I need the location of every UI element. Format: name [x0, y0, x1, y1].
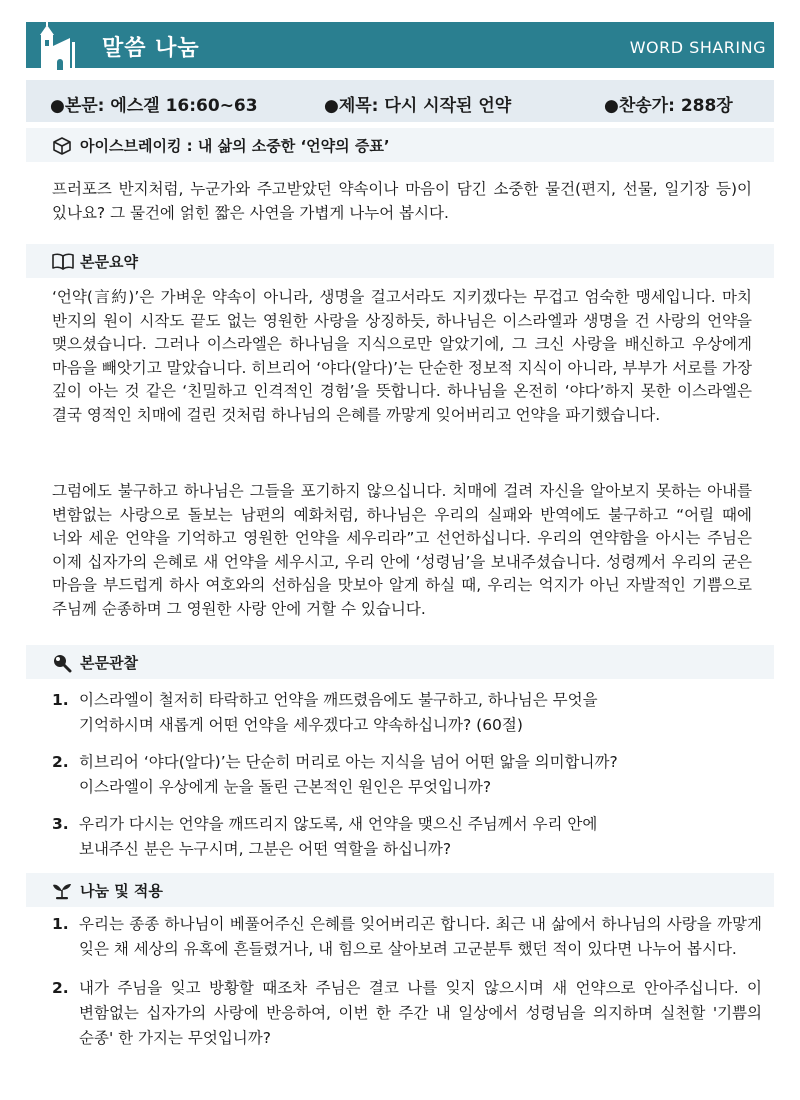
header-banner	[26, 22, 774, 68]
icebreaking-text: 프러포즈 반지처럼, 누군가와 주고받았던 약속이나 마음이 담긴 소중한 물건(편지, 선물, 일기장 등)이 있나요? 그 물건에 얽힌 짧은 사연을 가볍게 나누어 봅시다.	[52, 180, 752, 222]
list-item	[52, 976, 762, 1051]
application-list	[52, 912, 762, 1051]
item-number: 1.	[52, 691, 69, 709]
magnifier-icon	[52, 653, 72, 673]
application-title: 나눔 및 적용	[80, 882, 163, 900]
application-heading	[26, 873, 774, 907]
icebreaking-heading	[26, 128, 774, 162]
observation-heading	[26, 645, 774, 679]
item-text: 내가 주님을 잊고 방황할 때조차 주님은 결코 나를 잊지 않으시며 새 언약으로 안아주십니다. 이 변함없는 십자가의 사랑에 반응하여, 이번 한 주간 내 일상에서 성령님을 의지하며 실천할 '기쁨의 순종' 한 가지는 무엇입니까?	[79, 979, 762, 1047]
item-line: 히브리어 ‘야다(알다)’는 단순히 머리로 아는 지식을 넘어 어떤 앎을 의미합니까?	[79, 753, 618, 771]
cube-icon	[52, 136, 72, 156]
sermon-title: ●제목: 다시 시작된 언약	[324, 96, 512, 116]
sprout-icon	[52, 881, 72, 901]
church-icon	[32, 16, 92, 70]
scripture-reference: ●본문: 에스겔 16:60~63	[50, 96, 258, 116]
book-icon	[52, 252, 74, 270]
item-line: 기억하시며 새롭게 어떤 언약을 세우겠다고 약속하십니까? (60절)	[79, 716, 523, 734]
header-subtitle: WORD SHARING	[629, 38, 766, 57]
item-number: 2.	[52, 753, 69, 771]
info-bar	[26, 80, 774, 122]
item-line: 보내주신 분은 누구시며, 그분은 어떤 역할을 하십니까?	[79, 840, 452, 858]
observation-list	[52, 688, 762, 862]
list-item	[52, 812, 762, 862]
item-line: 우리가 다시는 언약을 깨뜨리지 않도록, 새 언약을 맺으신 주님께서 우리 안에	[79, 815, 598, 833]
item-number: 3.	[52, 815, 69, 833]
list-item	[52, 750, 762, 800]
summary-paragraph: 그럼에도 불구하고 하나님은 그들을 포기하지 않으십니다. 치매에 걸려 자신을 알아보지 못하는 아내를 변함없는 사랑으로 돌보는 남편의 예화처럼, 하나님은 우리의 실패와 반역에도 불구하고 “어릴 때에 너와 세운 언약을 기억하고 영원한 언약을 세우리라”고 선언하십니다. 우리의 연약함을 아시는 주님은 이제 십자가의 은혜로 새 언약을 세우시고, 우리 안에 ‘성령님’을 보내주셨습니다. 성령께서 우리의 굳은 마음을 부드럽게 하사 여호와의 선하심을 맛보아 알게 하실 때, 우리는 억지가 아닌 자발적인 기쁨으로 주님께 순종하며 그 영원한 사랑 안에 거할 수 있습니다.	[52, 482, 752, 618]
item-number: 2.	[52, 979, 69, 997]
observation-title: 본문관찰	[80, 654, 138, 672]
summary-title: 본문요약	[80, 253, 138, 271]
item-text: 우리는 종종 하나님이 베풀어주신 은혜를 잊어버리곤 합니다. 최근 내 삶에서 하나님의 사랑을 까맣게 잊은 채 세상의 유혹에 흔들렸거나, 내 힘으로 살아보려 고군분투 했던 적이 있다면 나누어 봅시다.	[79, 915, 762, 958]
summary-paragraph: ‘언약(言約)’은 가벼운 약속이 아니라, 생명을 걸고서라도 지키겠다는 무겁고 엄숙한 맹세입니다. 마치 반지의 원이 시작도 끝도 없는 영원한 사랑을 상징하듯, 하나님은 이스라엘과 생명을 건 사랑의 언약을 맺으셨습니다. 그러나 이스라엘은 하나님을 지식으로만 알았기에, 그 크신 사랑을 배신하고 우상에게 마음을 빼앗기고 말았습니다. 히브리어 ‘야다(알다)’는 단순한 정보적 지식이 아니라, 부부가 서로를 가장 깊이 아는 것 같은 ‘친밀하고 인격적인 경험’을 뜻합니다. 하나님을 온전히 ‘야다’하지 못한 이스라엘은 결국 영적인 치매에 걸린 것처럼 하나님의 은혜를 까맣게 잊어버리고 언약을 파기했습니다.	[52, 288, 752, 424]
header-title: 말씀 나눔	[102, 36, 200, 61]
list-item	[52, 688, 762, 738]
item-line: 이스라엘이 철저히 타락하고 언약을 깨뜨렸음에도 불구하고, 하나님은 무엇을	[79, 691, 598, 709]
item-number: 1.	[52, 915, 69, 933]
hymn-number: ●찬송가: 288장	[604, 96, 733, 116]
item-line: 이스라엘이 우상에게 눈을 돌린 근본적인 원인은 무엇입니까?	[79, 778, 492, 796]
list-item	[52, 912, 762, 962]
summary-heading	[26, 244, 774, 278]
icebreaking-title: 아이스브레이킹 : 내 삶의 소중한 ‘언약의 증표’	[80, 137, 390, 155]
